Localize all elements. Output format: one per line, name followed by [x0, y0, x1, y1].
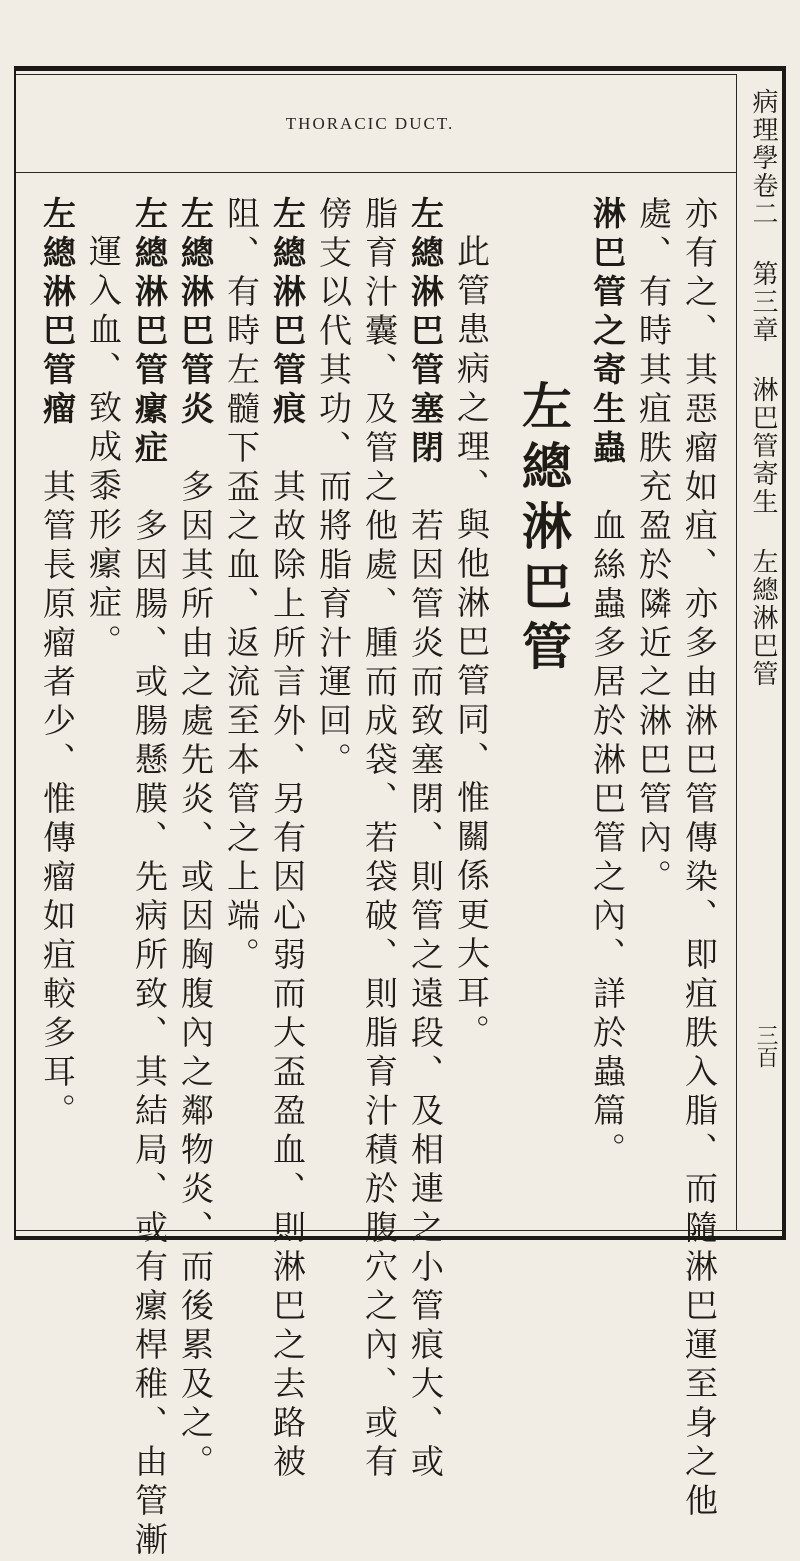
text-column-13	[34, 196, 77, 1132]
column-text: 若因管炎而致塞閉、則管之遠段、及相連之小管痕大、或	[406, 469, 445, 1483]
text-column-8	[264, 196, 307, 1483]
column-text: 其故除上所言外、另有因心弱而大盃盈血、則淋巴之去路被	[268, 430, 307, 1483]
text-column-1	[676, 196, 719, 1522]
text-column-5	[402, 196, 445, 1483]
page-number: 三百	[753, 1024, 778, 1068]
column-head: 左總淋巴管瘰症	[130, 196, 169, 469]
text-column-10	[172, 196, 215, 1483]
column-text: 脂育汁囊、及管之他處、腫而成袋、若袋破、則脂育汁積於腹穴之內、或有	[360, 196, 399, 1483]
column-text: 運入血、致成黍形瘰症。	[84, 234, 123, 663]
column-text: 此管患病之理、與他淋巴管同、惟關係更大耳。	[452, 234, 491, 1053]
frame-top-thin-rule	[14, 74, 736, 75]
margin-rule	[736, 74, 737, 1231]
frame-right-rule	[782, 66, 786, 1240]
section-heading	[512, 380, 573, 680]
text-column-4	[448, 234, 491, 1053]
text-column-2	[630, 196, 673, 898]
column-text: 血絲蟲多居於淋巴管之內、詳於蟲篇。	[588, 469, 627, 1171]
column-head: 左總淋巴管塞閉	[406, 196, 445, 469]
column-text: 左總淋巴管	[514, 380, 573, 680]
text-column-3	[584, 196, 627, 1171]
column-text: 傍支以代其功、而將脂育汁運回。	[314, 196, 353, 781]
header-rule	[16, 172, 736, 173]
text-column-12	[80, 234, 123, 663]
column-text: 阻、有時左髓下盃之血、返流至本管之上端。	[222, 196, 261, 976]
column-text: 處、有時其疽胅充盈於隣近之淋巴管內。	[634, 196, 673, 898]
text-column-7	[310, 196, 353, 781]
english-title: THORACIC DUCT.	[285, 114, 455, 133]
text-column-9	[218, 196, 261, 976]
column-head: 左總淋巴管痕	[268, 196, 307, 430]
column-head: 淋巴管之寄生蟲	[588, 196, 627, 469]
column-text: 其管長原瘤者少、惟傳瘤如疽較多耳。	[38, 430, 77, 1132]
frame-left-rule	[14, 66, 16, 1240]
column-text: 亦有之、其惡瘤如疽、亦多由淋巴管傳染、即疽胅入脂、而隨淋巴運至身之他	[680, 196, 719, 1522]
column-text: 多因其所由之處先炎、或因胸腹內之鄰物炎、而後累及之。	[176, 430, 215, 1483]
text-column-11	[126, 196, 169, 1561]
column-head: 左總淋巴管瘤	[38, 196, 77, 430]
column-text: 多因腸、或腸懸膜、先病所致、其結局、或有瘰桿稚、由管漸	[130, 469, 169, 1561]
running-head: 病理學卷二 第三章 淋巴管寄生 左總淋巴管	[748, 88, 778, 688]
column-head: 左總淋巴管炎	[176, 196, 215, 430]
frame-top-rule	[14, 66, 786, 71]
text-column-6	[356, 196, 399, 1483]
